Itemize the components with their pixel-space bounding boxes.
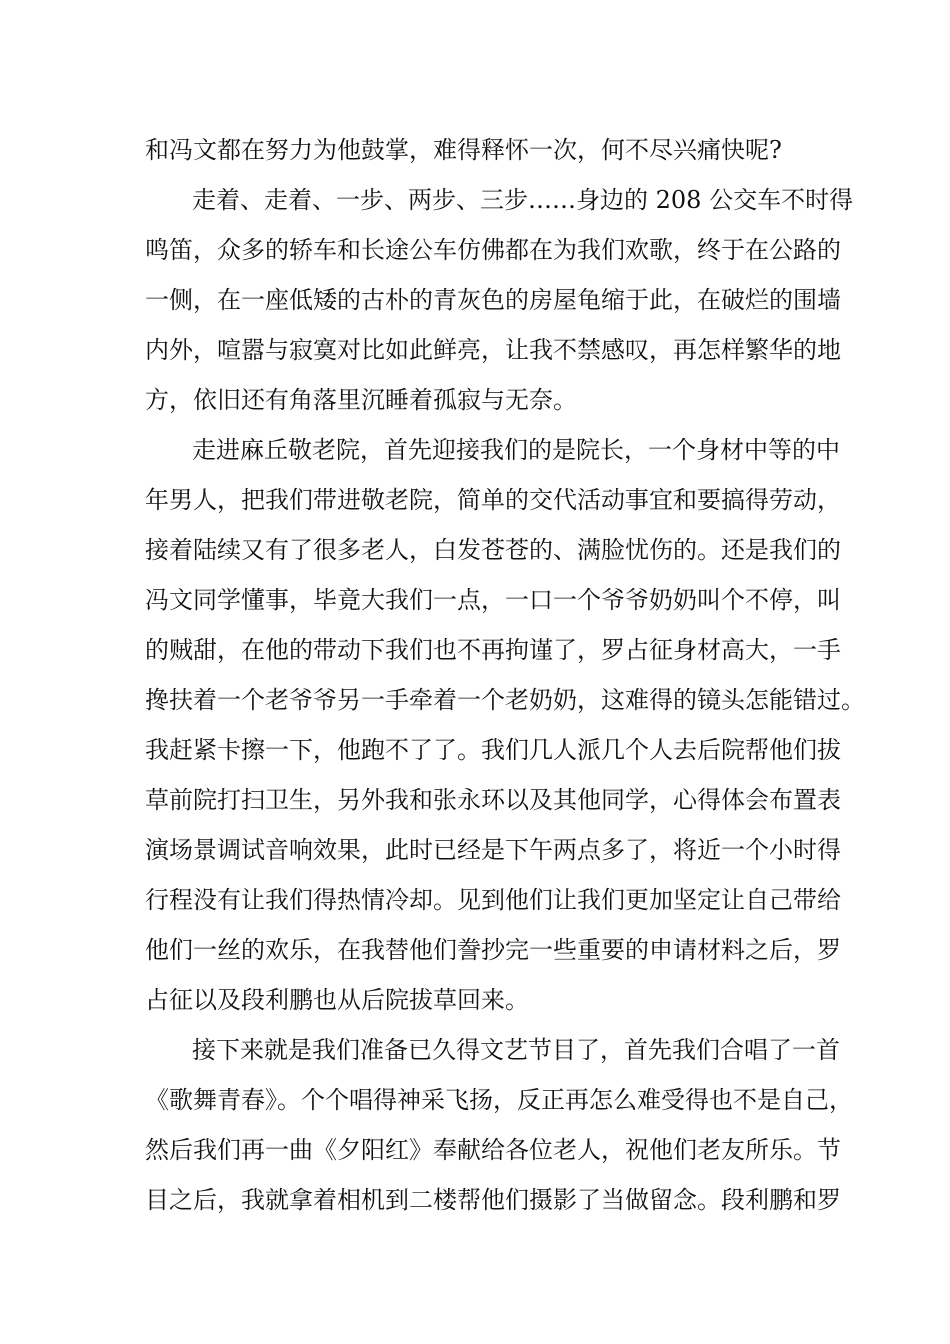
text-line: 行程没有让我们得热情冷却。见到他们让我们更加坚定让自己带给 <box>145 886 841 914</box>
text-line: 演场景调试音响效果，此时已经是下午两点多了，将近一个小时得 <box>145 836 841 864</box>
text-line: 目之后，我就拿着相机到二楼帮他们摄影了当做留念。段利鹏和罗 <box>145 1186 841 1214</box>
text-line: 年男人，把我们带进敬老院，简单的交代活动事宜和要搞得劳动， <box>145 486 841 514</box>
text-line: 一侧，在一座低矮的古朴的青灰色的房屋龟缩于此，在破烂的围墙 <box>145 286 841 314</box>
text-line: 的贼甜，在他的带动下我们也不再拘谨了，罗占征身材高大，一手 <box>145 636 841 664</box>
text-line: 方，依旧还有角落里沉睡着孤寂与无奈。 <box>145 386 577 414</box>
text-line: 他们一丝的欢乐，在我替他们誊抄完一些重要的申请材料之后，罗 <box>145 936 841 964</box>
text-line: 然后我们再一曲《夕阳红》奉献给各位老人，祝他们老友所乐。节 <box>145 1136 841 1164</box>
text-line: 冯文同学懂事，毕竟大我们一点，一口一个爷爷奶奶叫个不停，叫 <box>145 586 841 614</box>
text-line: 占征以及段利鹏也从后院拔草回来。 <box>145 986 529 1014</box>
text-line: 我赶紧卡擦一下，他跑不了了。我们几人派几个人去后院帮他们拔 <box>145 736 841 764</box>
text-line: 鸣笛，众多的轿车和长途公车仿佛都在为我们欢歌，终于在公路的 <box>145 236 841 264</box>
paragraph-first-line: 接下来就是我们准备已久得文艺节目了，首先我们合唱了一首 <box>192 1036 840 1064</box>
text-line: 内外，喧嚣与寂寞对比如此鲜亮，让我不禁感叹，再怎样繁华的地 <box>145 336 841 364</box>
text-line: 接着陆续又有了很多老人，白发苍苍的、满脸忧伤的。还是我们的 <box>145 536 841 564</box>
paragraph-first-line: 走进麻丘敬老院，首先迎接我们的是院长，一个身材中等的中 <box>192 436 840 464</box>
text-line: 草前院打扫卫生，另外我和张永环以及其他同学，心得体会布置表 <box>145 786 841 814</box>
text-line: 《歌舞青春》。个个唱得神采飞扬，反正再怎么难受得也不是自己， <box>145 1086 853 1114</box>
paragraph-first-line: 走着、走着、一步、两步、三步……身边的 208 公交车不时得 <box>192 186 854 214</box>
text-line: 搀扶着一个老爷爷另一手牵着一个老奶奶，这难得的镜头怎能错过。 <box>145 686 865 714</box>
text-line: 和冯文都在努力为他鼓掌，难得释怀一次，何不尽兴痛快呢? <box>145 136 782 164</box>
